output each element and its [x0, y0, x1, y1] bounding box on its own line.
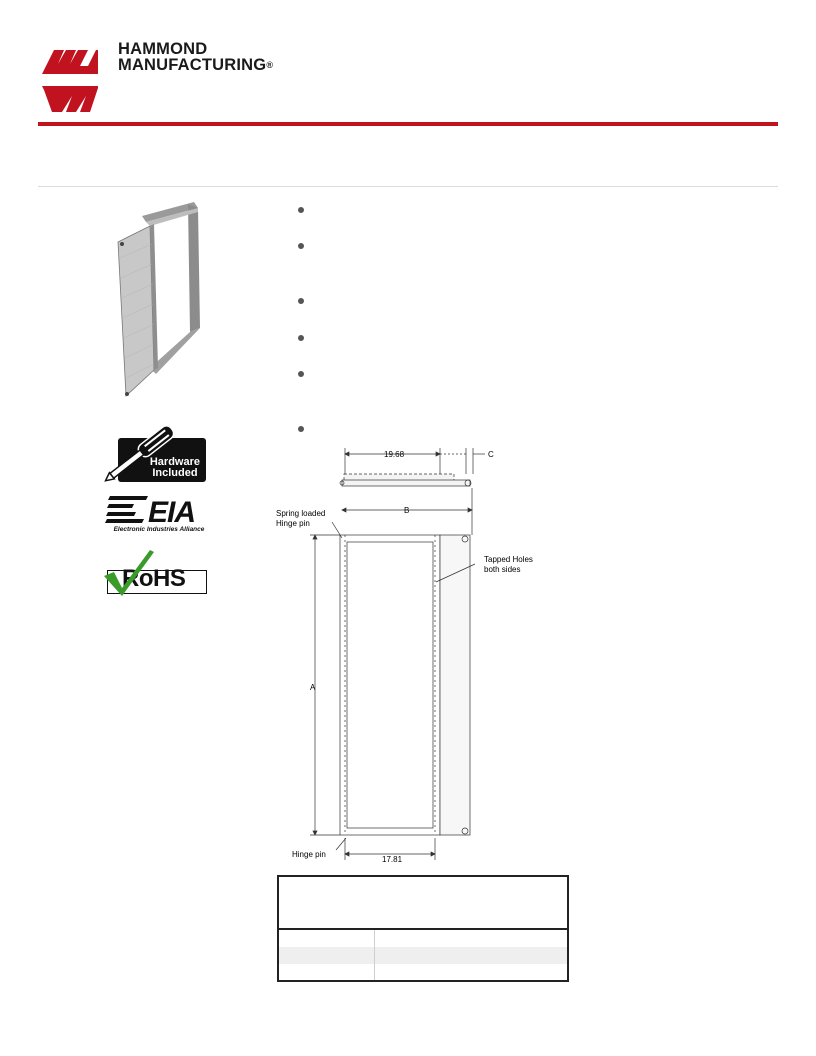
brand-line-1: HAMMOND [118, 40, 208, 58]
screwdriver-icon [96, 416, 186, 490]
bullet-3 [298, 298, 304, 304]
dim-height-label: A [310, 683, 316, 692]
dim-depth-label: C [488, 450, 494, 459]
bullet-6 [298, 426, 304, 432]
brand-name [118, 41, 273, 73]
spring-note-line-1: Spring loaded [276, 509, 326, 518]
brand-line-2: MANUFACTURING® [118, 56, 274, 74]
dim-overall-label: B [404, 506, 410, 515]
bullet-2 [298, 243, 304, 249]
header-divider [38, 122, 778, 126]
rohs-mark: RoHS [122, 565, 186, 592]
dim-width-label: 19.68 [384, 450, 405, 459]
included-line: Included [152, 467, 198, 479]
hammond-logo-icon [40, 44, 100, 116]
hardware-line: Hardware [149, 456, 200, 468]
hinge-pin-note: Hinge pin [292, 850, 326, 859]
checkmark-icon [100, 548, 156, 598]
spec-table [277, 875, 569, 982]
registered-mark: ® [266, 60, 274, 70]
tapped-note-line-2: both sides [484, 565, 521, 574]
dim-inner-width-label: 17.81 [382, 855, 403, 864]
technical-drawing [270, 440, 550, 870]
bullet-4 [298, 335, 304, 341]
eia-mark: EIA [148, 496, 196, 529]
tapped-note-line-1: Tapped Holes [484, 555, 533, 564]
bullet-5 [298, 371, 304, 377]
table-header-rule [279, 928, 567, 930]
spring-note-line-2: Hinge pin [276, 519, 310, 528]
eia-subtitle: Electronic Industries Alliance [113, 526, 205, 533]
eia-stripes-icon [104, 494, 150, 524]
product-image [110, 198, 210, 403]
section-divider [38, 186, 778, 187]
table-row-shaded [279, 947, 567, 964]
table-column-divider [374, 930, 375, 980]
bullet-1 [298, 207, 304, 213]
